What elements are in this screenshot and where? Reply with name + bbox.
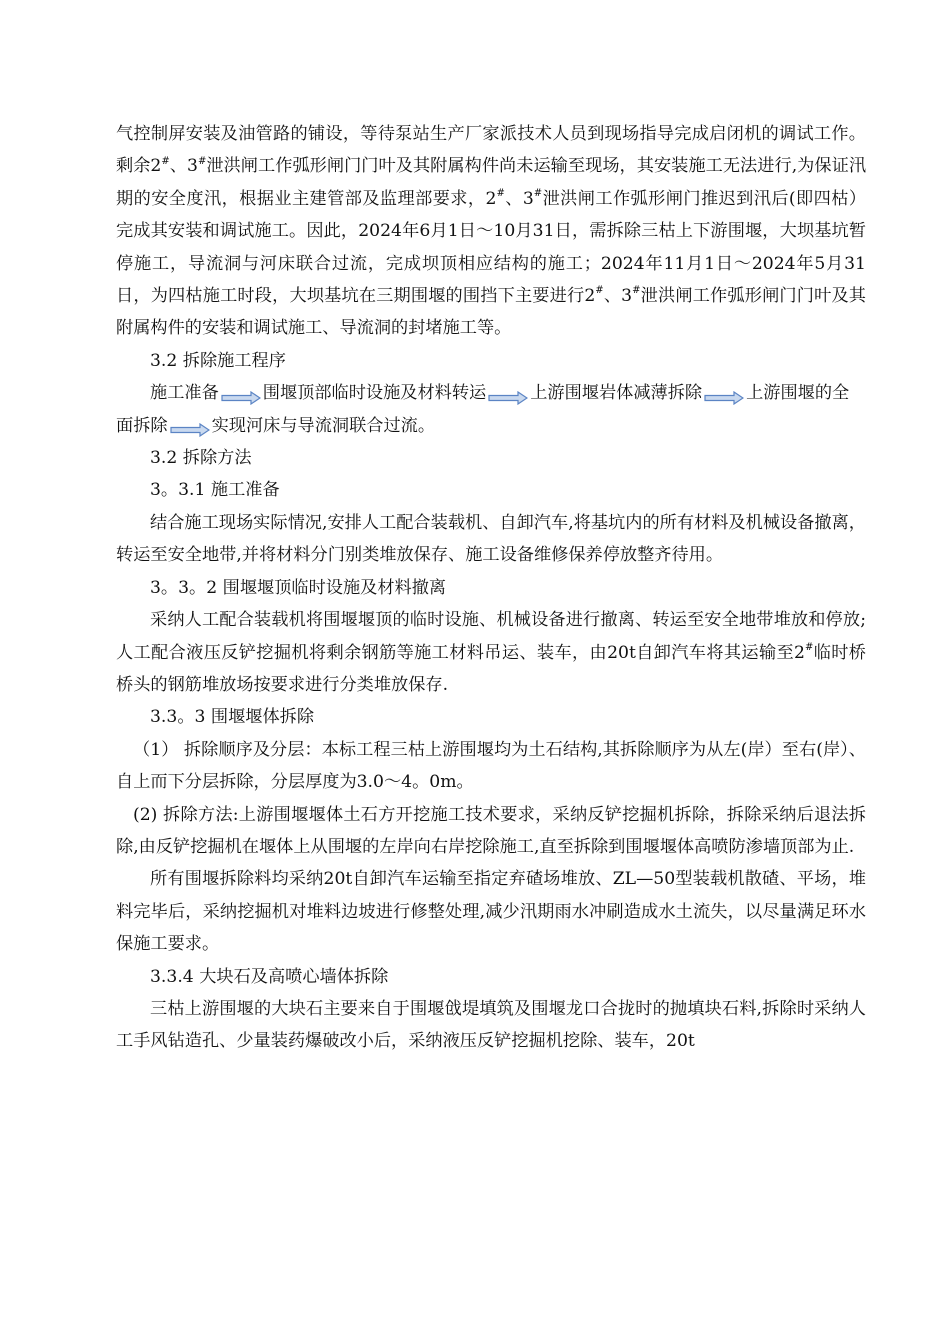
- heading-cofferdam-body: 3.3。3 围堰堰体拆除: [150, 707, 315, 728]
- paragraph-demolition-approach: (2) 拆除方法:上游围堰堰体土石方开挖施工技术要求，采纳反铲挖掘机拆除，拆除采纳后退法拆除,由反铲挖掘机在堰体上从围堰的左岸向右岸挖除施工,直至拆除到围堰堰体高喷防渗墙顶部为止.: [116, 804, 866, 857]
- flow-step-5: 实现河床与导流洞联合过流。: [211, 415, 436, 436]
- paragraph-boulders: 三枯上游围堰的大块石主要来自于围堰戗堤填筑及围堰龙口合拢时的抛填块石料,拆除时采纳人工手风钻造孔、少量装药爆破改小后，采纳液压反铲挖掘机挖除、装车，20t: [116, 998, 866, 1052]
- paragraph-spoil-transport: 所有围堰拆除料均采纳20t自卸汽车运输至指定弃碴场堆放、ZL—50型装载机散碴、平场，堆料完毕后，采纳挖掘机对堆料边坡进行修整处理,减少汛期雨水冲刷造成水土流失，以尽量满足环水保施工要求。: [116, 869, 866, 955]
- document-body: [116, 118, 866, 1058]
- right-arrow-icon: [488, 391, 528, 405]
- flow-step-1: 施工准备: [150, 383, 219, 404]
- right-arrow-icon: [170, 423, 210, 437]
- paragraph-demolition-sequence: （1） 拆除顺序及分层：本标工程三枯上游围堰均为土石结构,其拆除顺序为从左(岸）至右(岸）、自上而下分层拆除，分层厚度为3.0～4。0m。: [116, 739, 866, 793]
- flow-step-2: 围堰顶部临时设施及材料转运: [262, 383, 487, 404]
- right-arrow-icon: [221, 391, 261, 405]
- heading-boulders-core-wall: 3.3.4 大块石及高喷心墙体拆除: [150, 966, 389, 987]
- paragraph-gate-installation: 气控制屏安装及油管路的铺设，等待泵站生产厂家派技术人员到现场指导完成启闭机的调试工作。剩余2#、3#泄洪闸工作弧形闸门门叶及其附属构件尚未运输至现场，其安装施工无法进行,为保证汛期的安全度汛，根据业主建管部及监理部要求，2#、3#泄洪闸工作弧形闸门推迟到汛后(即四枯）完成其安装和调试施工。因此，2024年6月1日～10月31日，需拆除三枯上下游围堰，大坝基坑暂停施工，导流洞与河床联合过流，完成坝顶相应结构的施工；2024年11月1日～2024年5月31日，为四枯施工时段，大坝基坑在三期围堰的围挡下主要进行2#、3#泄洪闸工作弧形闸门门叶及其附属构件的安装和调试施工、导流洞的封堵施工等。: [116, 124, 867, 339]
- flow-step-3: 上游围堰岩体减薄拆除: [530, 383, 703, 404]
- heading-demolition-method: 3.2 拆除方法: [150, 448, 252, 469]
- heading-construction-preparation: 3。3.1 施工准备: [150, 480, 280, 501]
- heading-temporary-facilities: 3。3。2 围堰堰顶临时设施及材料撤离: [150, 577, 447, 598]
- paragraph-preparation: 结合施工现场实际情况,安排人工配合装载机、自卸汽车,将基坑内的所有材料及机械设备撤离，转运至安全地带,并将材料分门别类堆放保存、施工设备维修保养停放整齐待用。: [116, 512, 866, 566]
- flow-step-4: 上游围堰的全面拆除: [116, 383, 850, 436]
- right-arrow-icon: [704, 391, 744, 405]
- paragraph-temporary-facilities: 采纳人工配合装载机将围堰堰顶的临时设施、机械设备进行撤离、转运至安全地带堆放和停放;人工配合液压反铲挖掘机将剩余钢筋等施工材料吊运、装车，由20t自卸汽车将其运输至2#临时桥桥头的钢筋堆放场按要求进行分类堆放保存.: [116, 610, 866, 695]
- procedure-flow: [116, 377, 866, 442]
- heading-demolition-procedure: 3.2 拆除施工程序: [150, 350, 286, 371]
